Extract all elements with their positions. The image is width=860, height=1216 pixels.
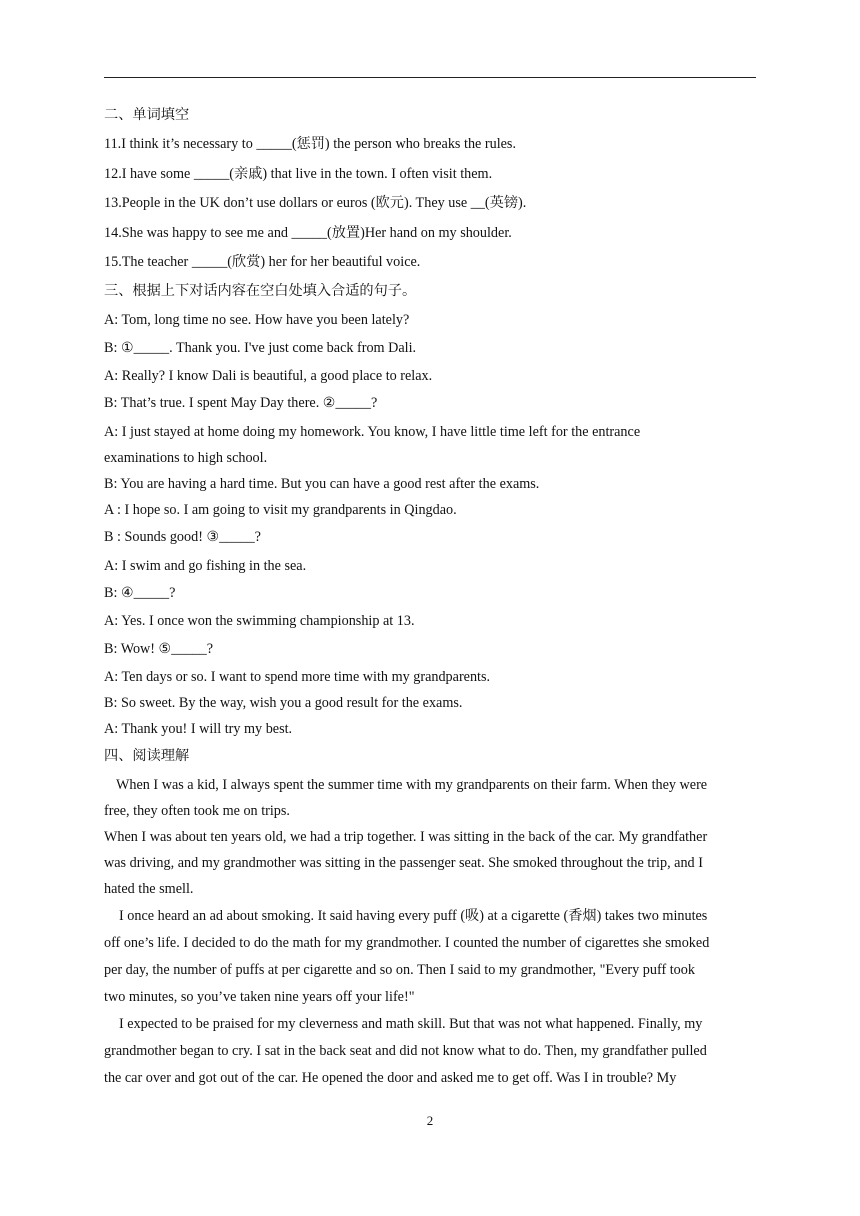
dialogue-line: A: Thank you! I will try my best. <box>104 721 293 737</box>
dialogue-line: B: ①_____. Thank you. I've just come back from Dali. <box>104 340 417 356</box>
passage-line: per day, the number of puffs at per cigarette and so on. Then I said to my grandmother, "Every puff took <box>104 962 695 978</box>
dialogue-line: A : I hope so. I am going to visit my grandparents in Qingdao. <box>104 502 457 518</box>
passage-line: hated the smell. <box>104 881 194 897</box>
passage-line: grandmother began to cry. I sat in the back seat and did not know what to do. Then, my grandfather pulled <box>104 1043 707 1059</box>
question-line: 11.I think it’s necessary to _____(惩罚) the person who breaks the rules. <box>104 136 517 152</box>
passage-line: free, they often took me on trips. <box>104 803 290 819</box>
section-heading: 四、阅读理解 <box>104 748 190 764</box>
dialogue-line: B : Sounds good! ③_____? <box>104 529 261 545</box>
passage-line: was driving, and my grandmother was sitting in the passenger seat. She smoked throughout the trip, and I <box>104 855 703 871</box>
passage-line: the car over and got out of the car. He opened the door and asked me to get off. Was I in trouble? My <box>104 1070 677 1086</box>
passage-line: When I was about ten years old, we had a trip together. I was sitting in the back of the car. My grandfather <box>104 829 708 845</box>
section-heading: 三、根据上下对话内容在空白处填入合适的句子。 <box>104 283 417 299</box>
passage-line: I once heard an ad about smoking. It said having every puff (吸) at a cigarette (香烟) takes two minutes <box>119 908 708 924</box>
dialogue-line: examinations to high school. <box>104 450 268 466</box>
section-heading: 二、单词填空 <box>104 107 190 123</box>
dialogue-line: A: I swim and go fishing in the sea. <box>104 558 307 574</box>
question-line: 14.She was happy to see me and _____(放置)Her hand on my shoulder. <box>104 225 512 241</box>
dialogue-line: B: That’s true. I spent May Day there. ②_____? <box>104 395 378 411</box>
dialogue-line: A: Tom, long time no see. How have you been lately? <box>104 312 410 328</box>
dialogue-line: A: Really? I know Dali is beautiful, a good place to relax. <box>104 368 433 384</box>
passage-line: two minutes, so you’ve taken nine years off your life!" <box>104 989 415 1005</box>
dialogue-line: B: Wow! ⑤_____? <box>104 641 214 657</box>
dialogue-line: B: You are having a hard time. But you can have a good rest after the exams. <box>104 476 540 492</box>
passage-line: I expected to be praised for my cleverness and math skill. But that was not what happened. Finally, my <box>119 1016 703 1032</box>
question-line: 13.People in the UK don’t use dollars or euros (欧元). They use __(英镑). <box>104 195 527 211</box>
dialogue-line: B: So sweet. By the way, wish you a good result for the exams. <box>104 695 463 711</box>
passage-line: off one’s life. I decided to do the math for my grandmother. I counted the number of cigarettes she smoked <box>104 935 710 951</box>
question-line: 12.I have some _____(亲戚) that live in the town. I often visit them. <box>104 166 493 182</box>
header-rule <box>104 77 756 78</box>
passage-line: When I was a kid, I always spent the summer time with my grandparents on their farm. When they were <box>116 777 708 793</box>
dialogue-line: A: Ten days or so. I want to spend more time with my grandparents. <box>104 669 491 685</box>
question-line: 15.The teacher _____(欣赏) her for her beautiful voice. <box>104 254 421 270</box>
dialogue-line: A: I just stayed at home doing my homework. You know, I have little time left for the entrance <box>104 424 641 440</box>
dialogue-line: A: Yes. I once won the swimming championship at 13. <box>104 613 415 629</box>
dialogue-line: B: ④_____? <box>104 585 176 601</box>
page-number: 2 <box>426 1113 434 1128</box>
